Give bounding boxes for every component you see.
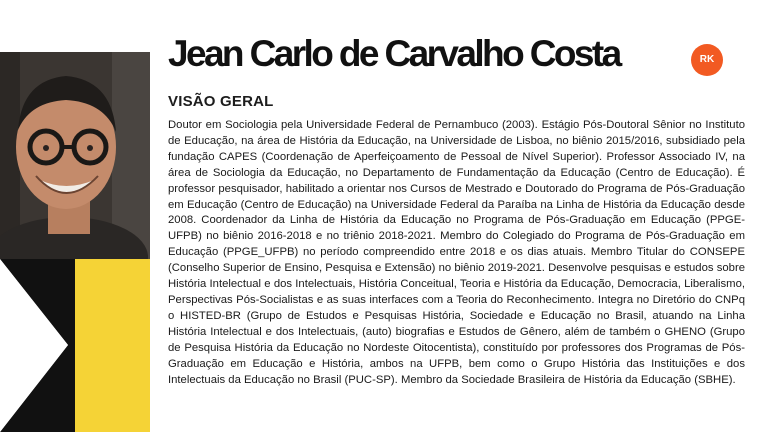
decorative-shape <box>0 259 150 432</box>
bio-text: Doutor em Sociologia pela Universidade Federal de Pernambuco (2003). Estágio Pós-Doutoral Sênior no Instituto de Educação, na área de História da Educação, na Universidade de Lisboa, no biênio 2015/2016, subsidiado pela fundação CAPES (Coordenação de Aperfeiçoamento de Pessoal de Nível Superior). Professor Associado IV, na área de Sociologia da Educação, no Departamento de Fundamentação da Educação (Centro de Educação). É professor pesquisador, habilitado a orientar nos Cursos de Mestrado e Doutorado do Programa de Pós-Graduação em Educação (Centro de Educação) na Universidade Federal da Paraíba na Linha de História da Educação desde 2008. Coordenador da Linha de História da Educação no Programa de Pós-Graduação em Educação (PPGE-UFPB) no biênio 2016-2018 e no triênio 2018-2021. Membro do Colegiado do Programa de Pós-Graduação em Educação (PPGE_UFPB) no período compreendido entre 2018 e os dias atuais. Membro Titular do CONSEPE (Conselho Superior de Ensino, Pesquisa e Extensão) no biênio 2019-2021. Desenvolve pesquisas e estudos sobre História Intelectual e dos Intelectuais, História Conceitual, Teoria e História da Educação, Democracia, Liberalismo, Perspectivas Pós-Socialistas e as suas interfaces com a Teoria do Reconhecimento. Integra no Diretório do CNPq o HISTED-BR (Grupo de Estudos e Pesquisas História, Sociedade e Educação no Brasil, atuando na Linha História Intelectual e dos Intelectuais, (auto) biografias e Estudos de Gênero, além de também o GHENO (Grupo de Pesquisa História da Educação no Nordeste Oitocentista), constituído por professores dos Programas de Pós-Graduação em Educação e História, ambos na UFPB, bem como o Grupo História das Instituições e dos Intelectuais da Educação no Brasil (PUC-SP). Membro da Sociedade Brasileira de História da Educação (SBHE). <box>168 119 745 386</box>
page-title: Jean Carlo de Carvalho Costa <box>168 33 620 74</box>
avatar[interactable]: RK <box>691 44 723 76</box>
profile-photo <box>0 52 150 259</box>
section-heading: VISÃO GERAL <box>168 93 274 110</box>
